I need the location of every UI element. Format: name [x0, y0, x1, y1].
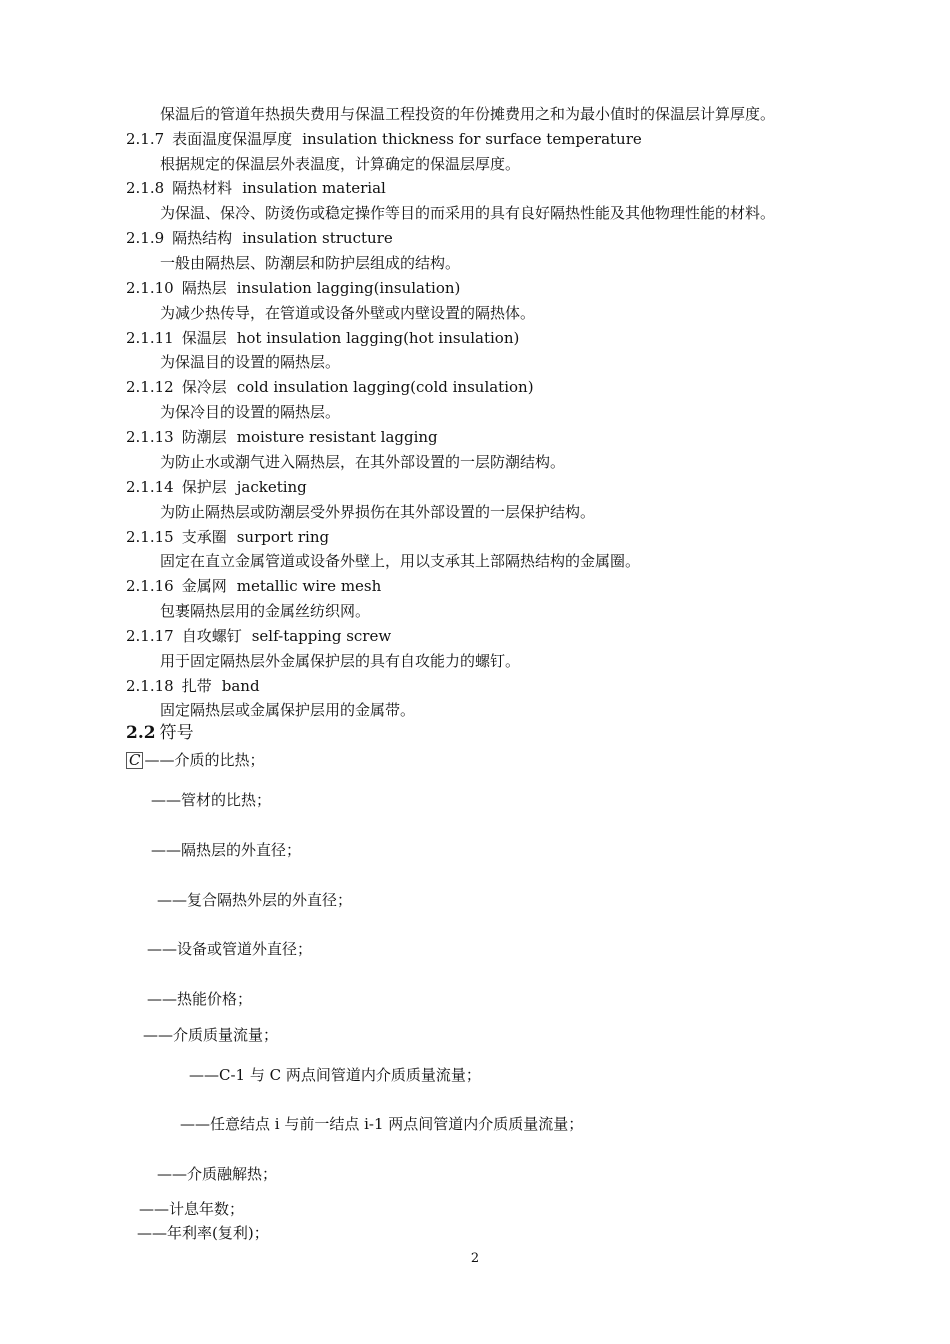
term-heading: [126, 676, 260, 696]
term-number: 2.1.13: [126, 428, 174, 446]
symbol-description: ——介质的比热；: [144, 751, 265, 769]
definition-text: 固定隔热层或金属保护层用的金属带。: [160, 701, 416, 719]
term-english: surport ring: [236, 528, 330, 546]
term-chinese: 隔热材料: [172, 179, 233, 197]
term-english: hot insulation lagging(hot insulation): [236, 329, 520, 347]
definition-text: 用于固定隔热层外金属保护层的具有自攻能力的螺钉。: [160, 652, 521, 670]
symbol-item: [126, 750, 265, 770]
term-heading: [126, 228, 393, 248]
definition-text: 根据规定的保温层外表温度，计算确定的保温层厚度。: [160, 155, 521, 173]
term-heading: [126, 576, 381, 596]
term-number: 2.1.7: [126, 130, 165, 148]
symbol-item: ——年利率(复利)；: [137, 1224, 269, 1242]
term-english: insulation structure: [242, 229, 393, 247]
term-number: 2.1.12: [126, 378, 174, 396]
term-heading: [126, 377, 534, 397]
term-chinese: 扎带: [181, 677, 212, 695]
term-number: 2.1.9: [126, 229, 165, 247]
symbol-item: ——任意结点 i 与前一结点 i-1 两点间管道内介质质量流量；: [180, 1115, 584, 1133]
term-chinese: 金属网: [181, 577, 227, 595]
term-chinese: 防潮层: [181, 428, 227, 446]
section-number: 2.2: [126, 723, 156, 743]
term-chinese: 保护层: [181, 478, 227, 496]
term-number: 2.1.18: [126, 677, 174, 695]
term-heading: [126, 328, 519, 348]
term-heading: [126, 129, 642, 149]
section-heading: [126, 722, 194, 744]
term-heading: [126, 278, 460, 298]
term-number: 2.1.16: [126, 577, 174, 595]
definition-text: 固定在直立金属管道或设备外壁上，用以支承其上部隔热结构的金属圈。: [160, 552, 641, 570]
term-heading: [126, 626, 391, 646]
term-heading: [126, 477, 307, 497]
symbol-item: ——设备或管道外直径；: [147, 940, 313, 958]
term-english: self-tapping screw: [251, 627, 392, 645]
definition-text: 包裹隔热层用的金属丝纺织网。: [160, 602, 371, 620]
term-number: 2.1.14: [126, 478, 174, 496]
term-number: 2.1.17: [126, 627, 174, 645]
definition-text: 为保温、保冷、防烫伤或稳定操作等目的而采用的具有良好隔热性能及其他物理性能的材料。: [160, 204, 776, 222]
symbol-item: ——介质质量流量；: [143, 1026, 279, 1044]
term-chinese: 隔热结构: [172, 229, 233, 247]
symbol-item: ——C-1 与 C 两点间管道内介质质量流量；: [189, 1066, 481, 1084]
definition-text: 为保温目的设置的隔热层。: [160, 353, 341, 371]
term-english: insulation thickness for surface temperature: [302, 130, 642, 148]
term-english: cold insulation lagging(cold insulation): [236, 378, 534, 396]
term-heading: [126, 178, 386, 198]
symbol-c-box: C: [126, 752, 143, 769]
symbol-item: ——计息年数；: [139, 1200, 245, 1218]
term-chinese: 自攻螺钉: [181, 627, 242, 645]
term-english: jacketing: [236, 478, 307, 496]
term-chinese: 保温层: [181, 329, 227, 347]
definition-text: 一般由隔热层、防潮层和防护层组成的结构。: [160, 254, 461, 272]
definition-text: 为防止隔热层或防潮层受外界损伤在其外部设置的一层保护结构。: [160, 503, 596, 521]
term-heading: [126, 427, 438, 447]
term-number: 2.1.11: [126, 329, 174, 347]
symbol-item: ——管材的比热；: [151, 791, 272, 809]
definition-text: 为保冷目的设置的隔热层。: [160, 403, 341, 421]
symbol-item: ——复合隔热外层的外直径；: [157, 891, 353, 909]
section-title: 符号: [159, 723, 194, 743]
term-chinese: 保冷层: [181, 378, 227, 396]
term-english: insulation material: [242, 179, 386, 197]
symbol-item: ——介质融解热；: [157, 1165, 278, 1183]
term-number: 2.1.10: [126, 279, 174, 297]
definition-text: 为减少热传导，在管道或设备外壁或内壁设置的隔热体。: [160, 304, 536, 322]
definition-text: 为防止水或潮气进入隔热层，在其外部设置的一层防潮结构。: [160, 453, 566, 471]
term-number: 2.1.15: [126, 528, 174, 546]
term-chinese: 表面温度保温厚度: [172, 130, 293, 148]
term-english: insulation lagging(insulation): [236, 279, 461, 297]
term-chinese: 支承圈: [181, 528, 227, 546]
definition-text: 保温后的管道年热损失费用与保温工程投资的年份摊费用之和为最小值时的保温层计算厚度。: [160, 105, 776, 123]
term-heading: [126, 527, 329, 547]
symbol-item: ——隔热层的外直径；: [151, 841, 302, 859]
term-chinese: 隔热层: [181, 279, 227, 297]
term-number: 2.1.8: [126, 179, 165, 197]
term-english: metallic wire mesh: [236, 577, 382, 595]
page-number: 2: [470, 1251, 480, 1266]
term-english: band: [221, 677, 260, 695]
term-english: moisture resistant lagging: [236, 428, 438, 446]
symbol-item: ——热能价格；: [147, 990, 253, 1008]
